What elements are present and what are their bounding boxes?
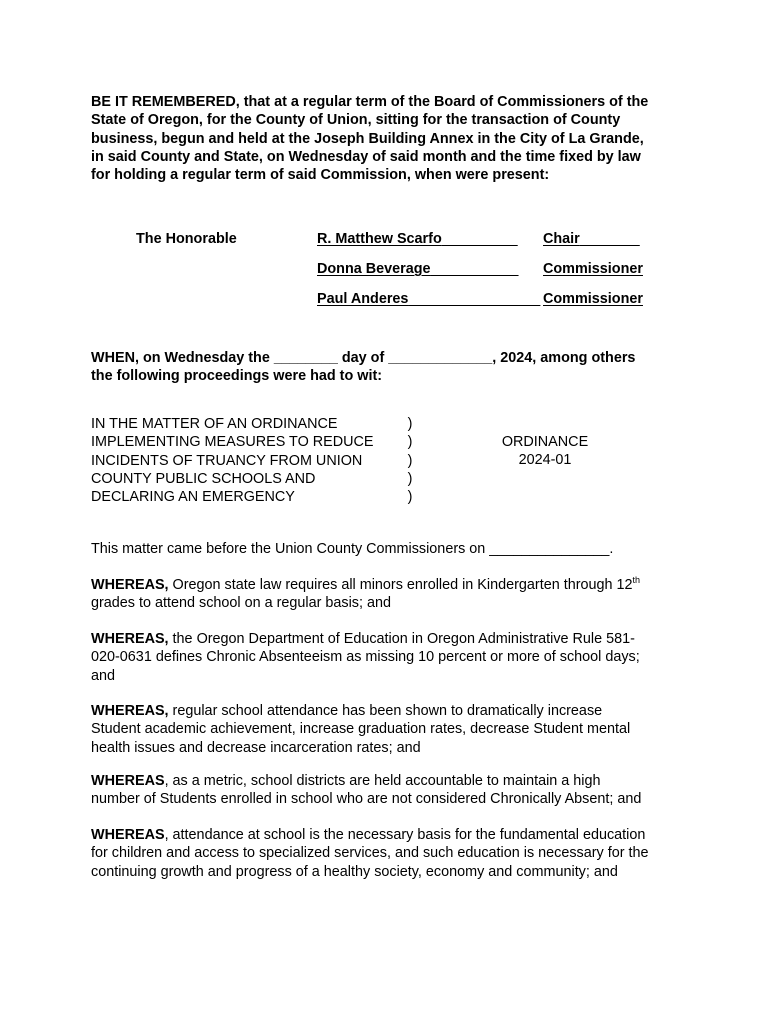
when-line: WHEN, on Wednesday the ________ day of _____________, 2024, among others: [91, 350, 636, 366]
paren: ): [407, 452, 413, 469]
matter-line: COUNTY PUBLIC SCHOOLS AND: [91, 470, 316, 487]
whereas-line: Student academic achievement, increase graduation rates, decrease Student mental: [91, 721, 631, 738]
whereas-line: [91, 826, 691, 844]
remembered-line: for holding a regular term of said Commission, when were present:: [91, 167, 550, 184]
matter-line: DECLARING AN EMERGENCY: [91, 489, 295, 506]
ordinal-suffix: th: [632, 575, 641, 585]
paren: ): [407, 489, 413, 506]
ordinance-block: [470, 433, 620, 470]
whereas-line: number of Students enrolled in school who are not considered Chronically Absent; and: [91, 791, 642, 808]
when-line: the following proceedings were had to wit:: [91, 368, 383, 385]
member-title: Commissioner: [543, 291, 643, 307]
whereas-keyword: WHEREAS: [91, 827, 165, 843]
whereas-keyword: WHEREAS,: [91, 631, 169, 647]
member-title: Commissioner: [543, 261, 643, 277]
honorable-label: The Honorable: [136, 231, 237, 247]
matter-line: INCIDENTS OF TRUANCY FROM UNION: [91, 452, 363, 469]
paren: ): [407, 434, 413, 451]
whereas-line: [91, 702, 691, 720]
whereas-paragraph: [91, 702, 691, 757]
ordinance-number: 2024-01: [518, 452, 572, 469]
ordinance-label: ORDINANCE: [501, 434, 589, 450]
whereas-keyword: WHEREAS,: [91, 577, 169, 593]
paren: ): [407, 416, 413, 432]
whereas-keyword: WHEREAS: [91, 773, 165, 789]
member-name-text: Donna Beverage: [317, 261, 431, 277]
member-name-text: R. Matthew Scarfo: [317, 231, 442, 247]
name-underline-fill: [431, 261, 519, 277]
whereas-line: grades to attend school on a regular basis; and: [91, 595, 392, 612]
member-title: [543, 230, 640, 248]
member-name: [317, 230, 518, 248]
whereas-line: [91, 772, 691, 790]
whereas-paragraph: [91, 576, 691, 613]
whereas-text: , attendance at school is the necessary basis for the fundamental education: [164, 827, 646, 843]
title-underline-fill: [580, 231, 640, 247]
remembered-line: business, begun and held at the Joseph Building Annex in the City of La Grande,: [91, 130, 644, 147]
whereas-line: and: [91, 667, 116, 684]
whereas-text: regular school attendance has been shown to dramatically increase: [168, 703, 603, 719]
remembered-line: State of Oregon, for the County of Union, sitting for the transaction of County: [91, 112, 621, 129]
matter-line: IMPLEMENTING MEASURES TO REDUCE: [91, 434, 374, 451]
member-name-text: Paul Anderes: [317, 291, 409, 307]
whereas-line: [91, 630, 691, 648]
whereas-line: [91, 576, 691, 594]
whereas-text: the Oregon Department of Education in Oregon Administrative Rule 581-: [168, 631, 635, 647]
matter-line: IN THE MATTER OF AN ORDINANCE: [91, 416, 338, 432]
whereas-line: for children and access to specialized services, and such education is necessary for the: [91, 845, 649, 862]
remembered-paragraph: [91, 93, 691, 184]
member-name: [317, 290, 540, 308]
when-paragraph: [91, 349, 691, 386]
matter-caption: [91, 415, 374, 506]
member-title-text: Chair: [543, 231, 580, 247]
whereas-paragraph: [91, 826, 691, 881]
remembered-line: BE IT REMEMBERED, that at a regular term of the Board of Commissioners of the: [91, 94, 649, 110]
member-name: [317, 260, 519, 278]
paren: ): [407, 470, 413, 487]
remembered-line: in said County and State, on Wednesday of said month and the time fixed by law: [91, 148, 641, 165]
came-before-line: This matter came before the Union County Commissioners on _______________.: [91, 541, 614, 557]
name-underline-fill: [408, 291, 540, 307]
caption-parentheses: [405, 415, 415, 506]
whereas-keyword: WHEREAS,: [91, 703, 169, 719]
whereas-paragraph: [91, 630, 691, 685]
whereas-line: health issues and decrease incarceration rates; and: [91, 739, 421, 756]
whereas-text: , as a metric, school districts are held accountable to maintain a high: [164, 773, 601, 789]
whereas-text: Oregon state law requires all minors enrolled in Kindergarten through 12: [168, 577, 633, 593]
whereas-paragraph: [91, 772, 691, 809]
whereas-line: 020-0631 defines Chronic Absenteeism as missing 10 percent or more of school days;: [91, 649, 640, 666]
name-underline-fill: [442, 231, 518, 247]
whereas-line: continuing growth and progress of a healthy society, economy and community; and: [91, 863, 618, 880]
